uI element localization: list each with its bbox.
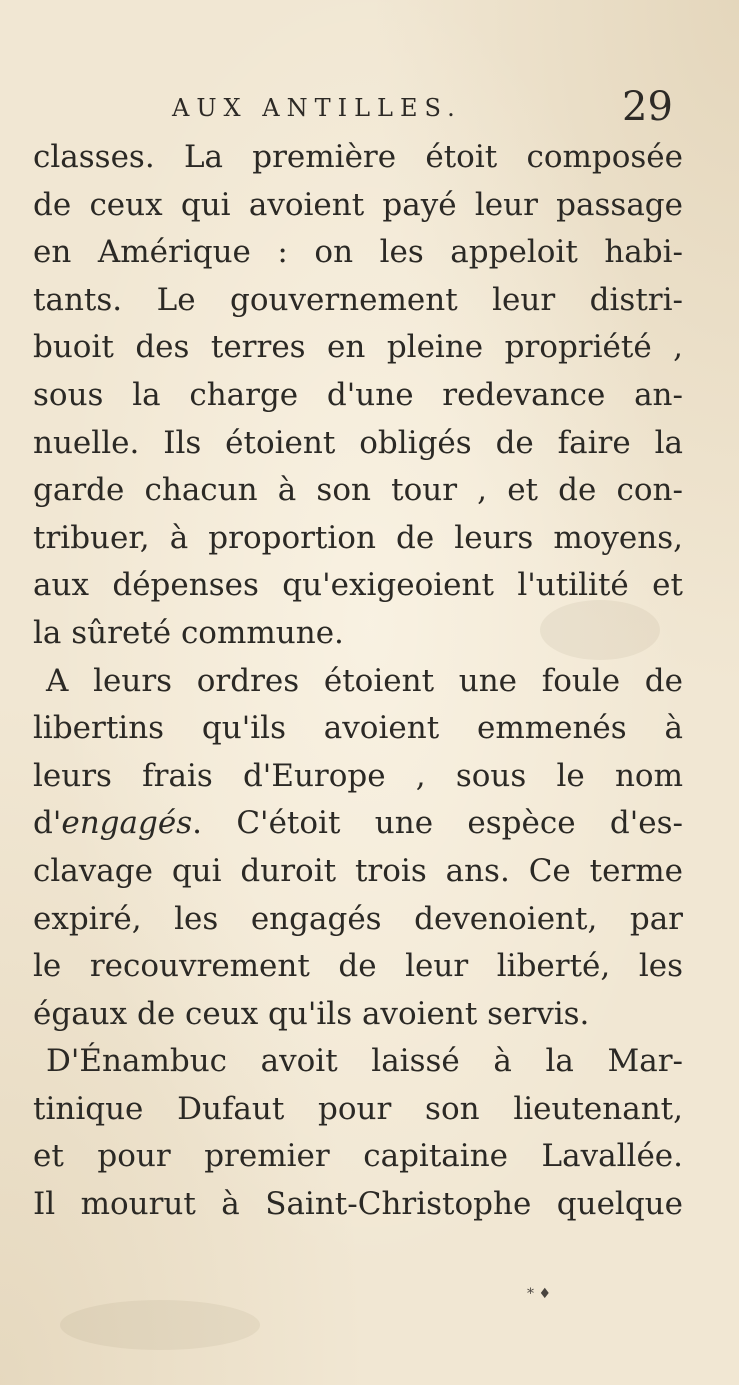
- text-line: buoit des terres en pleine propriété ,: [33, 329, 683, 366]
- italic-line-suffix: . C'étoit une espèce d'es-: [192, 805, 683, 842]
- running-title: AUX ANTILLES.: [172, 94, 462, 122]
- running-head: [0, 84, 739, 132]
- text-line: tribuer, à proportion de leurs moyens,: [33, 519, 683, 556]
- text-line: et pour premier capitaine Lavallée.: [33, 1138, 683, 1175]
- text-line: de ceux qui avoient payé leur passage: [33, 186, 683, 223]
- text-line: aux dépenses qu'exigeoient l'utilité et: [33, 567, 683, 604]
- text-line: libertins qu'ils avoient emmenés à: [33, 710, 683, 747]
- text-line: sous la charge d'une redevance an-: [33, 376, 683, 413]
- text-line: la sûreté commune.: [33, 614, 344, 651]
- body-text: [33, 134, 683, 1229]
- signature-mark: * ♦: [527, 1286, 552, 1302]
- text-line: A leurs ordres étoient une foule de: [46, 662, 683, 699]
- text-line: classes. La première étoit composée: [33, 139, 683, 175]
- text-line: tants. Le gouvernement leur distri-: [33, 281, 683, 318]
- text-line: en Amérique : on les appeloit habi-: [33, 234, 683, 271]
- text-line: leurs frais d'Europe , sous le nom: [33, 757, 683, 794]
- text-line: garde chacun à son tour , et de con-: [33, 472, 683, 509]
- text-line: D'Énambuc avoit laissé à la Mar-: [46, 1043, 683, 1080]
- text-line: expiré, les engagés devenoient, par: [33, 900, 683, 937]
- text-line: tinique Dufaut pour son lieutenant,: [33, 1090, 683, 1127]
- text-line-with-italic: [33, 800, 683, 848]
- italic-term: engagés: [61, 805, 193, 842]
- page-number: 29: [622, 84, 673, 130]
- text-line: clavage qui duroit trois ans. Ce terme: [33, 852, 683, 889]
- text-line: le recouvrement de leur liberté, les: [33, 948, 683, 985]
- text-line: nuelle. Ils étoient obligés de faire la: [33, 424, 683, 461]
- text-line: égaux de ceux qu'ils avoient servis.: [33, 995, 590, 1032]
- text-line: Il mourut à Saint-Christophe quelque: [33, 1186, 683, 1223]
- italic-line-prefix: d': [33, 805, 62, 842]
- paper-stain: [60, 1300, 260, 1350]
